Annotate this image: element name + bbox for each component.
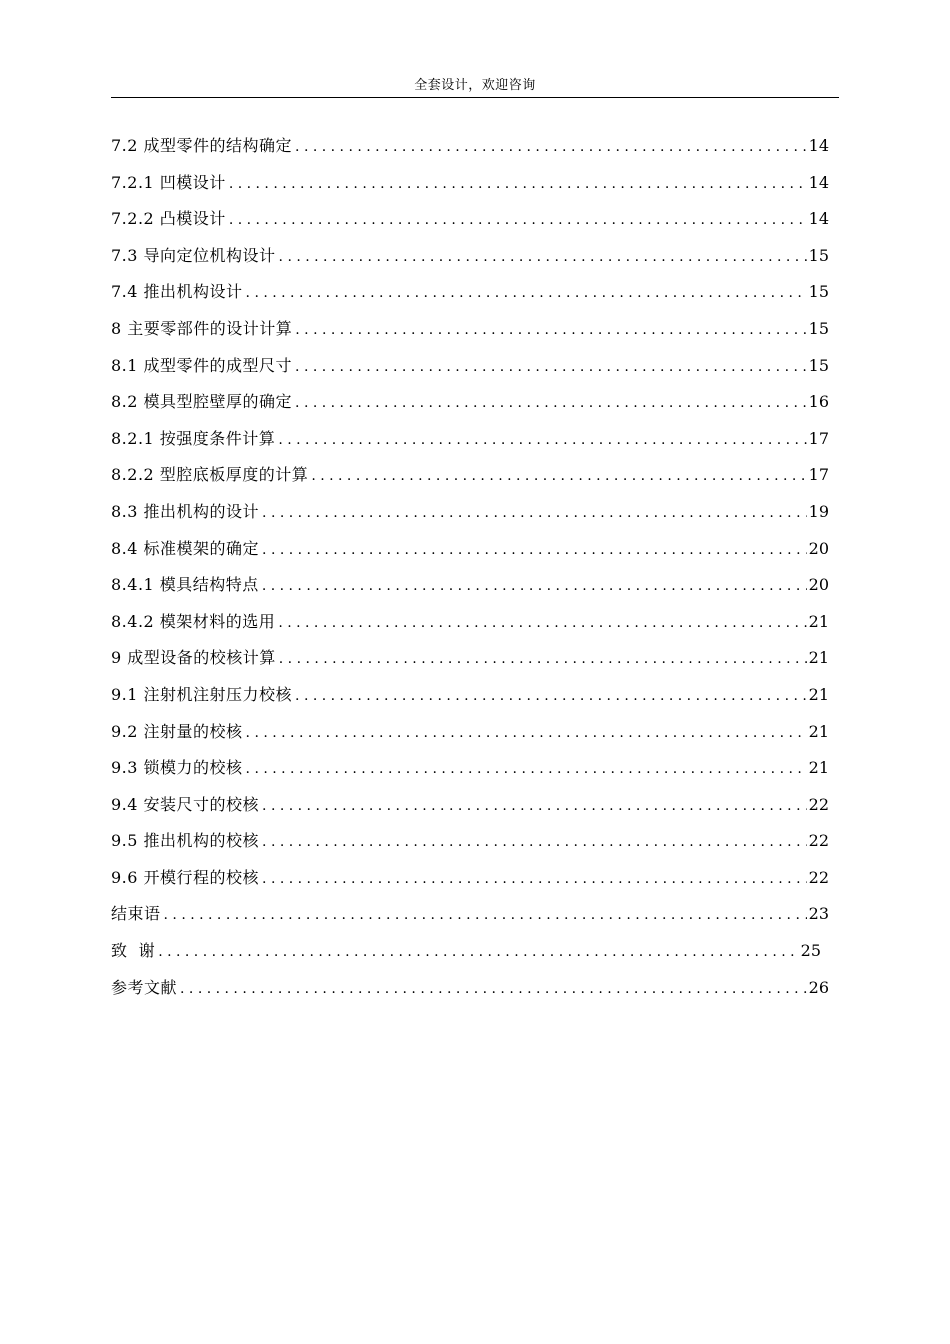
toc-entry-label: 8.4.2 模架材料的选用 [111, 611, 276, 631]
toc-page-number: 15 [808, 355, 829, 375]
toc-entry[interactable] [111, 128, 839, 165]
toc-dot-leader [279, 239, 807, 276]
toc-page-number: 16 [808, 392, 829, 412]
toc-page-number: 21 [808, 721, 829, 741]
toc-entry[interactable] [111, 348, 839, 385]
toc-page-number: 22 [808, 867, 829, 887]
toc-entry[interactable] [111, 531, 839, 568]
toc-page-number: 14 [808, 136, 829, 155]
toc-entry-label: 8.4 标准模架的确定 [111, 538, 260, 558]
toc-entry-label: 9.1 注射机注射压力校核 [111, 684, 293, 704]
toc-dot-leader [262, 861, 807, 898]
toc-entry-label: 参考文献 [111, 977, 178, 997]
toc-dot-leader [278, 605, 806, 642]
toc-dot-leader [295, 312, 806, 349]
toc-entry-label: 8.2.1 按强度条件计算 [111, 428, 276, 448]
toc-entry[interactable] [111, 896, 839, 933]
toc-dot-leader [262, 788, 807, 825]
toc-page-number: 22 [808, 831, 829, 851]
toc-entry[interactable] [111, 823, 839, 860]
toc-page-number: 22 [808, 794, 829, 814]
toc-page-number: 21 [808, 684, 829, 704]
table-of-contents [111, 128, 839, 1006]
toc-entry-label: 9.6 开模行程的校核 [111, 867, 260, 887]
toc-page-number: 17 [808, 465, 829, 485]
toc-entry-label: 8.4.1 模具结构特点 [111, 575, 259, 595]
toc-entry-label: 7.2.1 凹模设计 [111, 172, 226, 192]
toc-entry[interactable] [111, 860, 839, 897]
toc-entry[interactable] [111, 640, 839, 677]
toc-entry[interactable] [111, 677, 839, 714]
toc-page-number: 21 [808, 758, 829, 778]
toc-entry-label: 致 谢 [111, 941, 156, 961]
toc-entry[interactable] [111, 201, 839, 238]
toc-page-number: 25 [800, 941, 821, 961]
toc-page-number: 21 [808, 611, 829, 631]
toc-dot-leader [295, 678, 807, 715]
toc-entry[interactable] [111, 274, 839, 311]
toc-dot-leader [279, 641, 807, 678]
toc-dot-leader [229, 202, 807, 239]
toc-dot-leader [311, 458, 806, 495]
toc-page-number: 20 [808, 538, 829, 558]
page-header-title: 全套设计，欢迎咨询 [414, 78, 536, 93]
toc-dot-leader [262, 824, 807, 861]
toc-dot-leader [262, 495, 807, 532]
toc-dot-leader [295, 129, 807, 166]
toc-dot-leader [262, 532, 807, 569]
toc-dot-leader [180, 971, 807, 1008]
toc-entry-label: 9.4 安装尺寸的校核 [111, 794, 260, 814]
toc-page-number: 19 [808, 501, 829, 521]
toc-entry-label: 9.2 注射量的校核 [111, 721, 243, 741]
toc-entry-label: 7.4 推出机构设计 [111, 282, 243, 302]
toc-entry-label: 9.5 推出机构的校核 [111, 831, 260, 851]
toc-dot-leader [246, 275, 807, 312]
toc-entry[interactable] [111, 787, 839, 824]
toc-dot-leader [158, 934, 798, 971]
toc-dot-leader [246, 715, 807, 752]
toc-page-number: 14 [808, 209, 829, 229]
toc-entry-label: 7.2 成型零件的结构确定 [111, 136, 293, 155]
toc-page-number: 15 [808, 245, 829, 265]
toc-page-number: 26 [808, 977, 829, 997]
header-divider [111, 97, 839, 98]
toc-dot-leader [278, 422, 806, 459]
toc-dot-leader [295, 349, 807, 386]
toc-entry[interactable] [111, 567, 839, 604]
toc-entry-label: 9 成型设备的校核计算 [111, 648, 276, 668]
toc-entry-label: 7.3 导向定位机构设计 [111, 245, 276, 265]
toc-entry-label: 8.3 推出机构的设计 [111, 501, 260, 521]
toc-page-number: 15 [808, 282, 829, 302]
toc-entry-label: 7.2.2 凸模设计 [111, 209, 226, 229]
toc-entry-label: 9.3 锁模力的校核 [111, 758, 243, 778]
toc-page-number: 23 [808, 904, 829, 924]
toc-page-number: 17 [808, 428, 829, 448]
toc-entry[interactable] [111, 165, 839, 202]
toc-entry[interactable] [111, 714, 839, 751]
toc-entry[interactable] [111, 421, 839, 458]
toc-page-number: 15 [808, 318, 829, 338]
toc-entry-label: 8.2.2 型腔底板厚度的计算 [111, 465, 309, 485]
toc-dot-leader [164, 897, 807, 934]
toc-entry[interactable] [111, 384, 839, 421]
toc-dot-leader [229, 166, 807, 203]
toc-entry[interactable] [111, 457, 839, 494]
toc-entry[interactable] [111, 933, 839, 970]
toc-entry-label: 8 主要零部件的设计计算 [111, 318, 293, 338]
toc-page-number: 14 [808, 172, 829, 192]
toc-entry[interactable] [111, 604, 839, 641]
toc-entry[interactable] [111, 750, 839, 787]
toc-entry-label: 8.1 成型零件的成型尺寸 [111, 355, 293, 375]
toc-entry[interactable] [111, 311, 839, 348]
toc-dot-leader [262, 568, 807, 605]
toc-entry[interactable] [111, 494, 839, 531]
toc-entry[interactable] [111, 970, 839, 1007]
toc-page-number: 20 [808, 575, 829, 595]
toc-dot-leader [295, 385, 807, 422]
toc-entry-label: 结束语 [111, 904, 161, 924]
toc-dot-leader [246, 751, 807, 788]
toc-entry[interactable] [111, 238, 839, 275]
toc-entry-label: 8.2 模具型腔壁厚的确定 [111, 392, 293, 412]
toc-page-number: 21 [808, 648, 829, 668]
